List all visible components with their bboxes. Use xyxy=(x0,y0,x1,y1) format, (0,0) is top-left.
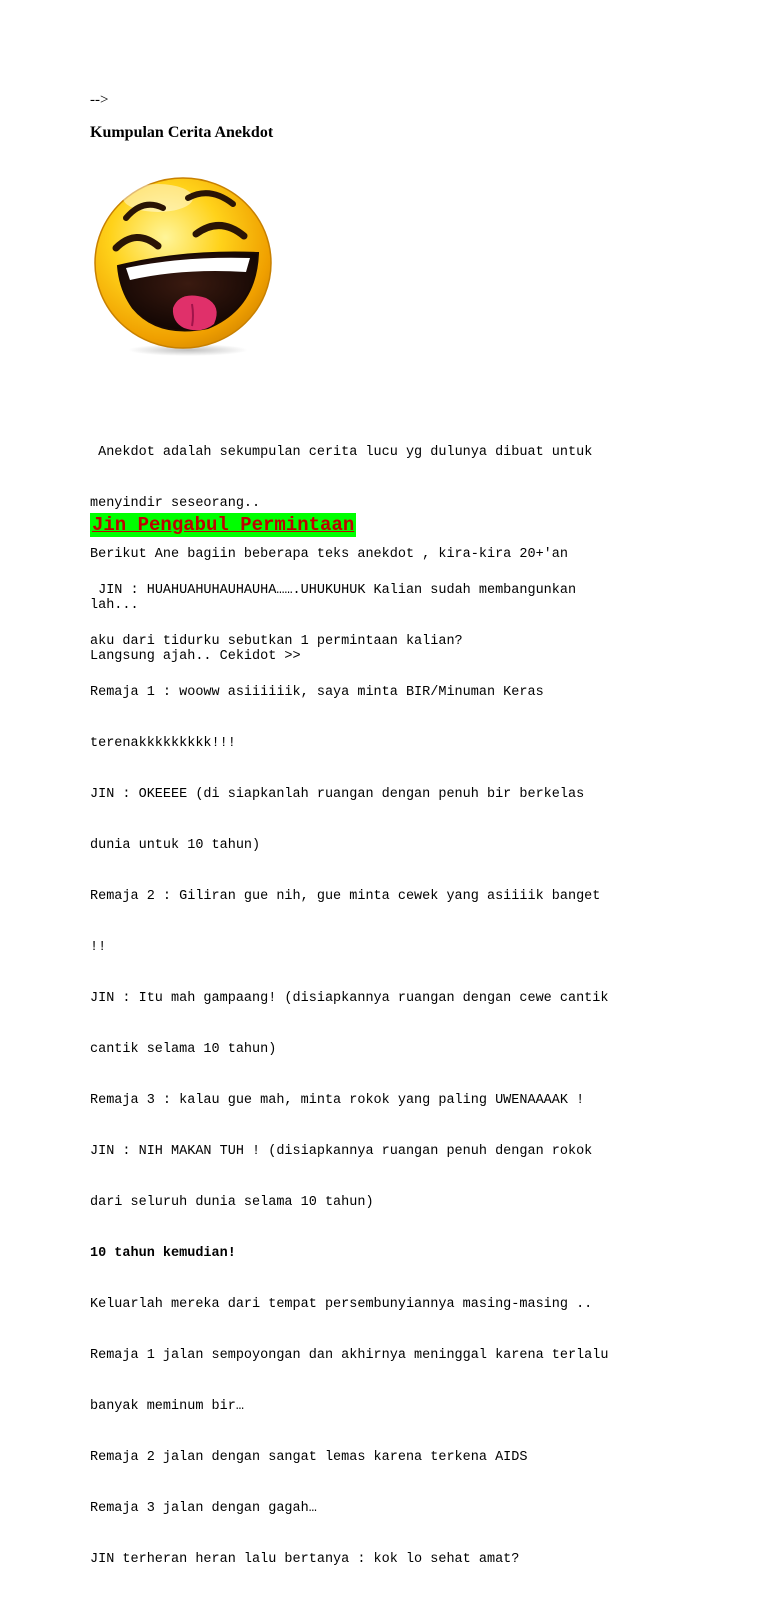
story-line: JIN : OKEEEE (di siapkanlah ruangan dengan penuh bir berkelas xyxy=(90,787,585,802)
story-line: dari seluruh dunia selama 10 tahun) xyxy=(90,1195,374,1210)
story-line: JIN : Itu mah gampaang! (disiapkannya ruangan dengan cewe cantik xyxy=(90,991,609,1006)
story-line: Remaja 2 : Giliran gue nih, gue minta cewek yang asiiiik banget xyxy=(90,889,601,904)
story-text xyxy=(90,548,690,1602)
story-line: banyak meminum bir… xyxy=(90,1399,244,1414)
story-line: cantik selama 10 tahun) xyxy=(90,1042,277,1057)
story-line: Remaja 3 : kalau gue mah, minta rokok yang paling UWENAAAAK ! xyxy=(90,1093,585,1108)
story-line: aku dari tidurku sebutkan 1 permintaan kalian? xyxy=(90,634,463,649)
intro-line: Berikut Ane bagiin beberapa teks anekdot , kira-kira 20+'an xyxy=(90,547,568,562)
story-line: Remaja 1 jalan sempoyongan dan akhirnya meninggal karena terlalu xyxy=(90,1348,609,1363)
story-line: JIN terheran heran lalu bertanya : kok lo sehat amat? xyxy=(90,1552,520,1567)
story-line: JIN : HUAHUAHUHAUHAUHA…….UHUKUHUK Kalian sudah membangunkan xyxy=(90,583,577,598)
intro-line: lah... xyxy=(90,598,139,613)
section-heading: Jin Pengabul Permintaan xyxy=(92,514,355,536)
story-line: Remaja 1 : wooww asiiiiiik, saya minta BIR/Minuman Keras xyxy=(90,685,544,700)
intro-line: menyindir seseorang.. xyxy=(90,496,261,511)
laughing-smiley-icon xyxy=(88,158,278,358)
story-line: Remaja 3 jalan dengan gagah… xyxy=(90,1501,317,1516)
comment-marker: --> xyxy=(90,92,109,108)
intro-line: Anekdot adalah sekumpulan cerita lucu yg dulunya dibuat untuk xyxy=(90,445,593,460)
page-title: Kumpulan Cerita Anekdot xyxy=(90,124,274,141)
story-line: Remaja 2 jalan dengan sangat lemas karena terkena AIDS xyxy=(90,1450,528,1465)
story-line: dunia untuk 10 tahun) xyxy=(90,838,261,853)
story-line: terenakkkkkkkkk!!! xyxy=(90,736,236,751)
story-line: !! xyxy=(90,940,107,955)
intro-line: Langsung ajah.. Cekidot >> xyxy=(90,649,301,664)
story-line: JIN : NIH MAKAN TUH ! (disiapkannya ruangan penuh dengan rokok xyxy=(90,1144,593,1159)
story-bold-line: 10 tahun kemudian! xyxy=(90,1246,236,1261)
story-line: Keluarlah mereka dari tempat persembunyiannya masing-masing .. xyxy=(90,1297,593,1312)
